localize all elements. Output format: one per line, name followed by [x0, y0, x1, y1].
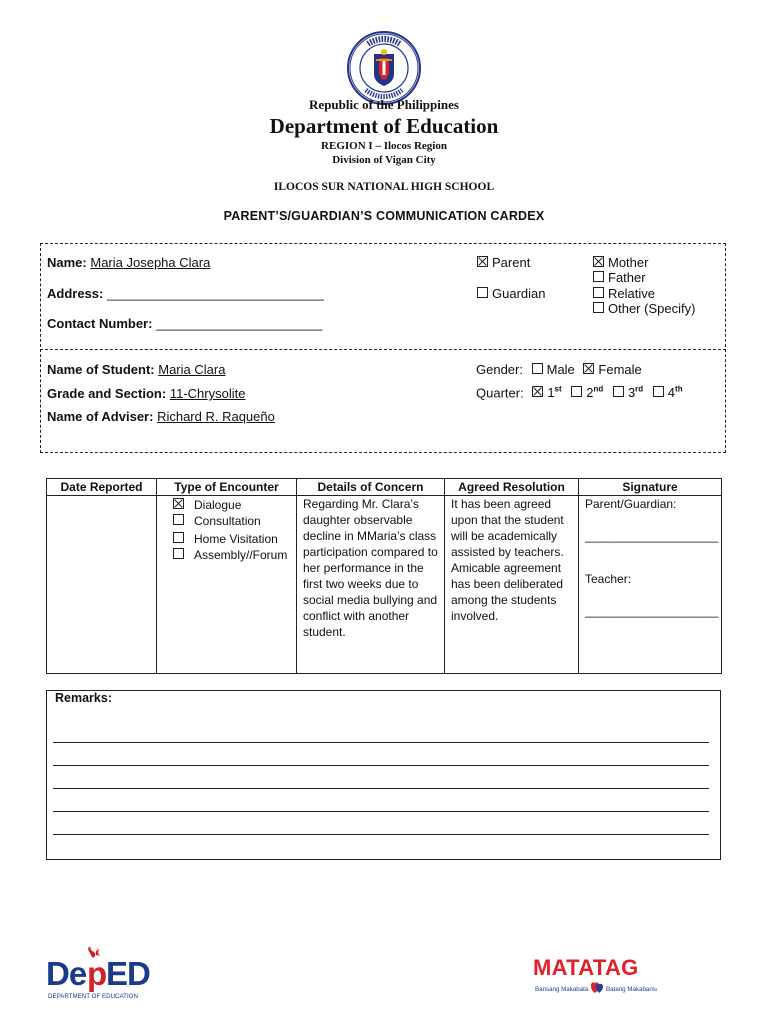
parent-checkbox[interactable]: [477, 256, 488, 267]
col-type-of-encounter: Type of Encounter: [157, 479, 297, 496]
svg-text:De: De: [46, 955, 87, 992]
deped-seal-logo: [346, 30, 422, 106]
female-checkbox[interactable]: [583, 363, 594, 374]
other-label: Other (Specify): [608, 301, 696, 316]
encounter-cell: [157, 496, 297, 674]
remarks-line[interactable]: [53, 742, 709, 743]
contact-number-label: Contact Number:: [47, 316, 153, 331]
address-row: [47, 286, 324, 301]
col-signature: Signature: [579, 479, 722, 496]
male-checkbox[interactable]: [532, 363, 543, 374]
region-heading: REGION I – Ilocos Region: [321, 140, 447, 152]
signature-teacher-label: Teacher:: [585, 572, 632, 586]
relative-checkbox-row[interactable]: [593, 286, 655, 301]
male-label: Male: [546, 362, 575, 377]
relative-label: Relative: [608, 286, 655, 301]
mother-checkbox[interactable]: [593, 256, 604, 267]
parent-label: Parent: [492, 255, 531, 270]
svg-text:DEPARTMENT OF EDUCATION: DEPARTMENT OF EDUCATION: [48, 993, 138, 1000]
department-heading: Department of Education: [269, 114, 499, 138]
col-details-of-concern: Details of Concern: [297, 479, 445, 496]
svg-text:Bansang Makabata: Bansang Makabata: [535, 986, 589, 993]
grade-section-value[interactable]: 11-Chrysolite: [169, 386, 246, 401]
quarter-1-checkbox[interactable]: [532, 386, 543, 397]
division-heading: Division of Vigan City: [332, 154, 436, 166]
address-field[interactable]: ______________________________: [106, 286, 324, 301]
other-checkbox-row[interactable]: [593, 301, 695, 316]
encounter-option-home-visitation[interactable]: Home Visitation: [173, 531, 290, 547]
gender-label: Gender:: [476, 362, 523, 377]
mother-checkbox-row[interactable]: [593, 255, 648, 270]
guardian-checkbox-row[interactable]: [477, 286, 545, 301]
remarks-line[interactable]: [53, 811, 709, 812]
encounter-option-assembly[interactable]: Assembly//Forum: [173, 547, 290, 563]
quarter-4-label: 4th: [667, 385, 683, 401]
father-checkbox-row[interactable]: [593, 270, 646, 285]
matatag-logo: [533, 953, 657, 997]
encounter-table: [46, 478, 722, 674]
remarks-line[interactable]: [53, 834, 709, 835]
adviser-value[interactable]: Richard R. Raqueño: [157, 409, 275, 424]
female-label: Female: [598, 362, 642, 377]
gender-row: [476, 362, 642, 377]
encounter-option-consultation[interactable]: Consultation: [173, 513, 290, 529]
resolution-text-1: It has been agreed upon that the student will be academically assisted by teachers.: [451, 497, 564, 559]
assembly-checkbox[interactable]: [173, 548, 184, 559]
dialogue-checkbox[interactable]: [173, 498, 184, 509]
quarter-2-label: 2nd: [586, 385, 604, 401]
guardian-checkbox[interactable]: [477, 287, 488, 298]
svg-text:Batang Makabansa: Batang Makabansa: [606, 986, 657, 993]
quarter-1-label: 1st: [547, 385, 562, 401]
svg-text:MATATAG: MATATAG: [533, 955, 639, 980]
col-date-reported: Date Reported: [47, 479, 157, 496]
signature-parent-line[interactable]: ____________________: [585, 529, 719, 543]
signature-cell: [579, 496, 722, 674]
deped-logo: [46, 947, 156, 1003]
encounter-option-dialogue[interactable]: Dialogue: [173, 497, 290, 513]
parent-name-row: [47, 255, 210, 270]
parent-checkbox-row[interactable]: [477, 255, 530, 270]
remarks-line[interactable]: [53, 765, 709, 766]
quarter-label: Quarter:: [476, 385, 524, 401]
quarter-4-checkbox[interactable]: [653, 386, 664, 397]
quarter-2-checkbox[interactable]: [571, 386, 582, 397]
remarks-line[interactable]: [53, 788, 709, 789]
contact-number-field[interactable]: _______________________: [156, 316, 323, 331]
school-name: ILOCOS SUR NATIONAL HIGH SCHOOL: [273, 181, 495, 193]
date-reported-cell[interactable]: [47, 496, 157, 674]
grade-section-row: [47, 386, 245, 401]
republic-heading: Republic of the Philippines: [309, 97, 459, 112]
student-name-label: Name of Student:: [47, 362, 155, 377]
father-checkbox[interactable]: [593, 271, 604, 282]
details-cell[interactable]: Regarding Mr. Clara’s daughter observable decline in MMaria’s class participation compared to her performance in the first two weeks due to social media bullying and conflict with another student.: [297, 496, 445, 674]
form-title: PARENT’S/GUARDIAN’S COMMUNICATION CARDEX: [223, 209, 545, 223]
student-name-value[interactable]: Maria Clara: [158, 362, 226, 377]
contact-number-row: [47, 316, 322, 331]
student-name-row: [47, 362, 225, 377]
resolution-text-2: Amicable agreement has been deliberated among the students involved.: [451, 561, 564, 623]
address-label: Address:: [47, 286, 104, 301]
signature-teacher-line[interactable]: ____________________: [585, 604, 719, 618]
quarter-row: [476, 385, 683, 400]
relative-checkbox[interactable]: [593, 287, 604, 298]
adviser-label: Name of Adviser:: [47, 409, 154, 424]
svg-text:p: p: [87, 955, 107, 992]
quarter-3-label: 3rd: [627, 385, 644, 401]
parent-name-label: Name:: [47, 255, 87, 270]
remarks-label: Remarks:: [55, 691, 112, 705]
svg-text:ED: ED: [106, 955, 150, 992]
table-header-row: [47, 479, 722, 496]
info-divider: [40, 349, 726, 350]
resolution-cell[interactable]: [445, 496, 579, 674]
other-checkbox[interactable]: [593, 302, 604, 313]
table-row: [47, 496, 722, 674]
father-label: Father: [608, 270, 646, 285]
grade-section-label: Grade and Section:: [47, 386, 167, 401]
adviser-row: [47, 409, 275, 424]
col-agreed-resolution: Agreed Resolution: [445, 479, 579, 496]
mother-label: Mother: [608, 255, 649, 270]
guardian-label: Guardian: [492, 286, 546, 301]
quarter-3-checkbox[interactable]: [613, 386, 624, 397]
home-visitation-checkbox[interactable]: [173, 532, 184, 543]
parent-name-value[interactable]: Maria Josepha Clara: [90, 255, 211, 270]
signature-parent-label: Parent/Guardian:: [585, 497, 677, 511]
consultation-checkbox[interactable]: [173, 514, 184, 525]
